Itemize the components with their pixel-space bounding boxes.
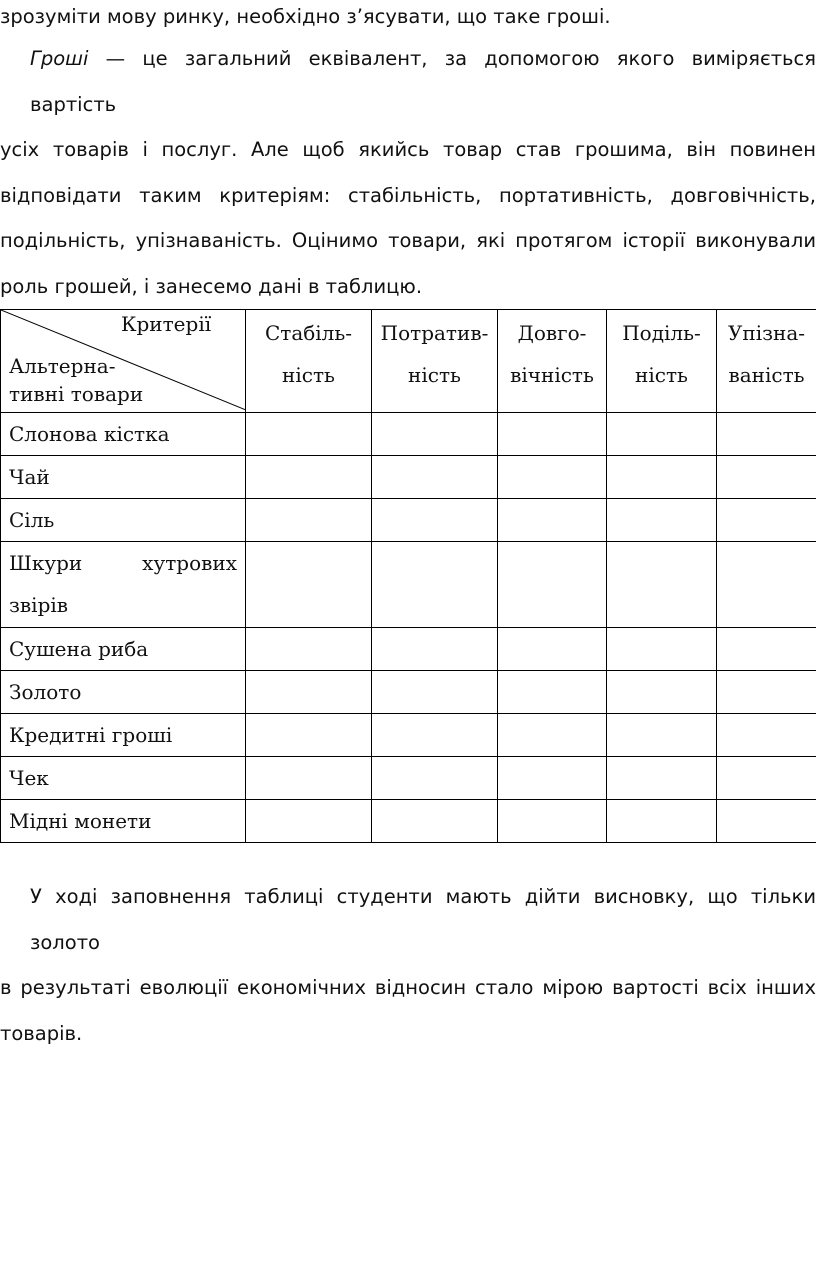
table-cell [372, 671, 498, 714]
table-cell [246, 413, 372, 456]
table-cell [498, 456, 607, 499]
definition-line-4: подільність, упізнаваність. Оцінимо товари, які протягом історії виконували [0, 229, 816, 252]
table-cell [372, 542, 498, 628]
table-row [1, 671, 816, 714]
column-header-line: ваність [728, 363, 805, 387]
corner-cell [1, 310, 246, 413]
table-cell [717, 413, 816, 456]
table-cell [372, 714, 498, 757]
conclusion-line-3: товарів. [0, 1021, 83, 1045]
column-header-line: Стабіль- [264, 321, 353, 345]
column-header-line: ність [635, 363, 688, 387]
table-cell [246, 542, 372, 628]
row-label: Сіль [1, 499, 246, 542]
column-header-line: Упізна- [727, 321, 806, 345]
table-cell [372, 413, 498, 456]
table-cell [372, 628, 498, 671]
column-header [717, 310, 816, 413]
table-row [1, 542, 816, 628]
column-header-line: ність [282, 363, 335, 387]
table-cell [607, 499, 717, 542]
column-header [498, 310, 607, 413]
column-header [372, 310, 498, 413]
column-header-line: Потратив- [380, 321, 489, 345]
table-cell [246, 456, 372, 499]
table-cell [246, 671, 372, 714]
table-cell [717, 800, 816, 843]
intro-paragraph [0, 0, 816, 40]
table-row [1, 628, 816, 671]
table-cell [607, 714, 717, 757]
conclusion-line-2: в результаті еволюції економічних відносин стало мірою вартості всіх інших [0, 976, 816, 999]
table-row [1, 757, 816, 800]
definition-line-1-rest: — це загальний еквівалент, за допомогою якого виміряється вартість [30, 47, 816, 116]
row-label: Чай [1, 456, 246, 499]
table-cell [607, 757, 717, 800]
table-cell [246, 499, 372, 542]
conclusion-paragraph [0, 874, 816, 1056]
row-label: Чек [1, 757, 246, 800]
intro-line: зрозуміти мову ринку, необхідно з’ясувати, що таке гроші. [0, 5, 611, 28]
term-money: Гроші [30, 47, 89, 70]
table-row [1, 714, 816, 757]
table-cell [717, 757, 816, 800]
table-cell [498, 757, 607, 800]
table-cell [498, 542, 607, 628]
table-row [1, 456, 816, 499]
row-label: Сушена риба [1, 628, 246, 671]
table-cell [717, 628, 816, 671]
table-cell [498, 800, 607, 843]
table-cell [498, 671, 607, 714]
table-row [1, 413, 816, 456]
table-cell [498, 413, 607, 456]
definition-line-1 [0, 36, 816, 127]
definition-paragraph [0, 36, 816, 309]
table-header-row [1, 310, 816, 413]
table-cell [717, 542, 816, 628]
row-label: Шкури хутрових звірів [1, 542, 246, 628]
column-header [246, 310, 372, 413]
table-cell [498, 714, 607, 757]
row-label: Золото [1, 671, 246, 714]
definition-line-5: роль грошей, і занесемо дані в таблицю. [0, 274, 423, 298]
table-row [1, 499, 816, 542]
criteria-table [0, 309, 816, 843]
table-cell [372, 800, 498, 843]
table-cell [717, 456, 816, 499]
table-cell [498, 628, 607, 671]
table-cell [607, 542, 717, 628]
table-cell [607, 413, 717, 456]
table-cell [717, 671, 816, 714]
row-label: Кредитні гроші [1, 714, 246, 757]
table-cell [607, 628, 717, 671]
table-cell [607, 456, 717, 499]
column-header-line: Поділь- [622, 321, 701, 345]
column-header [607, 310, 717, 413]
table-cell [372, 757, 498, 800]
row-label: Слонова кістка [1, 413, 246, 456]
table-cell [246, 800, 372, 843]
table-cell [372, 456, 498, 499]
table-cell [607, 800, 717, 843]
table-cell [246, 628, 372, 671]
alternatives-label-2: тивні товари [9, 382, 144, 406]
row-label: Мідні монети [1, 800, 246, 843]
definition-line-3: відповідати таким критеріям: стабільність, портативність, довговічність, [0, 183, 816, 207]
table-cell [607, 671, 717, 714]
table-cell [246, 757, 372, 800]
definition-line-2: усіх товарів і послуг. Але щоб якийсь товар став грошима, він повинен [0, 138, 816, 161]
table-cell [498, 499, 607, 542]
table-cell [246, 714, 372, 757]
table-cell [717, 714, 816, 757]
column-header-line: Довго- [517, 321, 587, 345]
table-cell [372, 499, 498, 542]
alternatives-label-1: Альтерна- [9, 354, 116, 378]
table-cell [717, 499, 816, 542]
column-header-line: вічність [510, 363, 594, 387]
column-header-line: ність [408, 363, 461, 387]
criteria-label: Критерії [121, 312, 212, 336]
conclusion-line-1: У ході заповнення таблиці студенти мають дійти висновку, що тільки золото [30, 885, 816, 954]
table-row [1, 800, 816, 843]
